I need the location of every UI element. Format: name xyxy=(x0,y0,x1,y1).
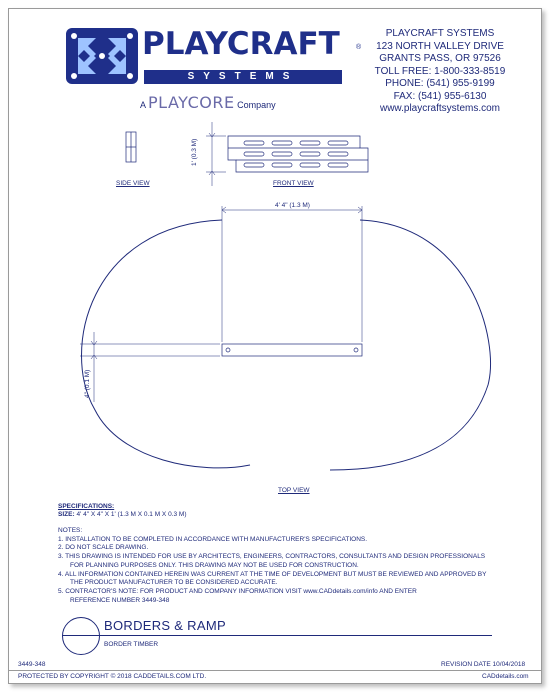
fax: FAX: (541) 955-6130 xyxy=(393,90,487,102)
tagline-a: A xyxy=(140,100,146,110)
company-name: PLAYCRAFT SYSTEMS xyxy=(385,28,495,39)
length-dimension-label: 4' 4" (1.3 M) xyxy=(275,202,310,209)
side-view-drawing xyxy=(126,132,136,162)
notes-heading: NOTES: xyxy=(58,527,83,534)
logo-systems-bar: SYSTEMS xyxy=(144,70,342,84)
caddetails-link[interactable]: CADdetails.com xyxy=(482,673,529,680)
size-label: SIZE: xyxy=(58,511,75,518)
notes-block xyxy=(58,527,488,605)
specs-size xyxy=(58,511,187,519)
playcore-brand: PLAYCORE xyxy=(148,93,235,112)
size-value: 4' 4" X 4" X 1' (1.3 M X 0.1 M X 0.3 M) xyxy=(76,511,187,518)
front-view-drawing xyxy=(228,136,368,172)
top-view-oval xyxy=(82,220,491,470)
side-view-label: SIDE VIEW xyxy=(116,180,150,187)
phone: PHONE: (541) 955-9199 xyxy=(385,78,495,89)
title-divider xyxy=(62,635,492,636)
top-width-dimension xyxy=(80,332,220,402)
note-4: 4. ALL INFORMATION CONTAINED HEREIN WAS CURRENT AT THE TIME OF DEVELOPMENT BUT MUST BE REVIEWED AND APPROVED BY xyxy=(58,570,487,578)
registered-mark: ® xyxy=(356,44,362,51)
revision-date: REVISION DATE 10/04/2018 xyxy=(441,661,526,668)
width-dimension-label: 4" (0.1 M) xyxy=(84,369,91,398)
note-5-cont: REFERENCE NUMBER 3449-348 xyxy=(70,596,170,604)
top-view-timber xyxy=(222,344,362,356)
note-3-cont: FOR PLANNING PURPOSES ONLY. THIS DRAWING MAY NOT BE USED FOR CONSTRUCTION. xyxy=(70,561,359,569)
drawing-title: BORDERS & RAMP xyxy=(104,618,226,633)
specs-heading: SPECIFICATIONS: xyxy=(58,503,115,510)
note-2: 2. DO NOT SCALE DRAWING. xyxy=(58,544,149,552)
note-4-cont: THE PRODUCT MANUFACTURER TO BE CONSIDERED ACCURATE. xyxy=(70,579,278,587)
top-length-dimension xyxy=(222,206,362,342)
footer-divider xyxy=(8,670,541,671)
note-1: 1. INSTALLATION TO BE COMPLETED IN ACCORDANCE WITH MANUFACTURER'S SPECIFICATIONS. xyxy=(58,535,368,543)
title-circle-icon xyxy=(62,617,100,655)
drawing-subtitle: BORDER TIMBER xyxy=(104,641,159,648)
toll-free: TOLL FREE: 1-800-333-8519 xyxy=(374,65,506,77)
specifications xyxy=(58,503,187,519)
copyright: PROTECTED BY COPYRIGHT © 2018 CADDETAILS.COM LTD. xyxy=(18,673,207,680)
address-line-1: 123 NORTH VALLEY DRIVE xyxy=(376,40,504,52)
note-5: 5. CONTRACTOR'S NOTE: FOR PRODUCT AND COMPANY INFORMATION VISIT www.CADdetails.com/info AND ENTER xyxy=(58,587,417,595)
drawing-number: 3449-348 xyxy=(18,661,46,668)
height-dimension-label: 1' (0.3 M) xyxy=(191,138,198,166)
logo-wordmark: PLAYCRAFT xyxy=(142,26,340,62)
top-view-label: TOP VIEW xyxy=(278,487,310,494)
front-height-dimension xyxy=(206,122,226,186)
tagline-company: Company xyxy=(237,100,276,110)
front-view-label: FRONT VIEW xyxy=(273,180,314,187)
note-3: 3. THIS DRAWING IS INTENDED FOR USE BY ARCHITECTS, ENGINEERS, CONTRACTORS, CONSULTANTS AND DESIGN PROFESSIONALS xyxy=(58,553,486,561)
website: www.playcraftsystems.com xyxy=(379,103,501,114)
address-line-2: GRANTS PASS, OR 97526 xyxy=(379,53,501,64)
